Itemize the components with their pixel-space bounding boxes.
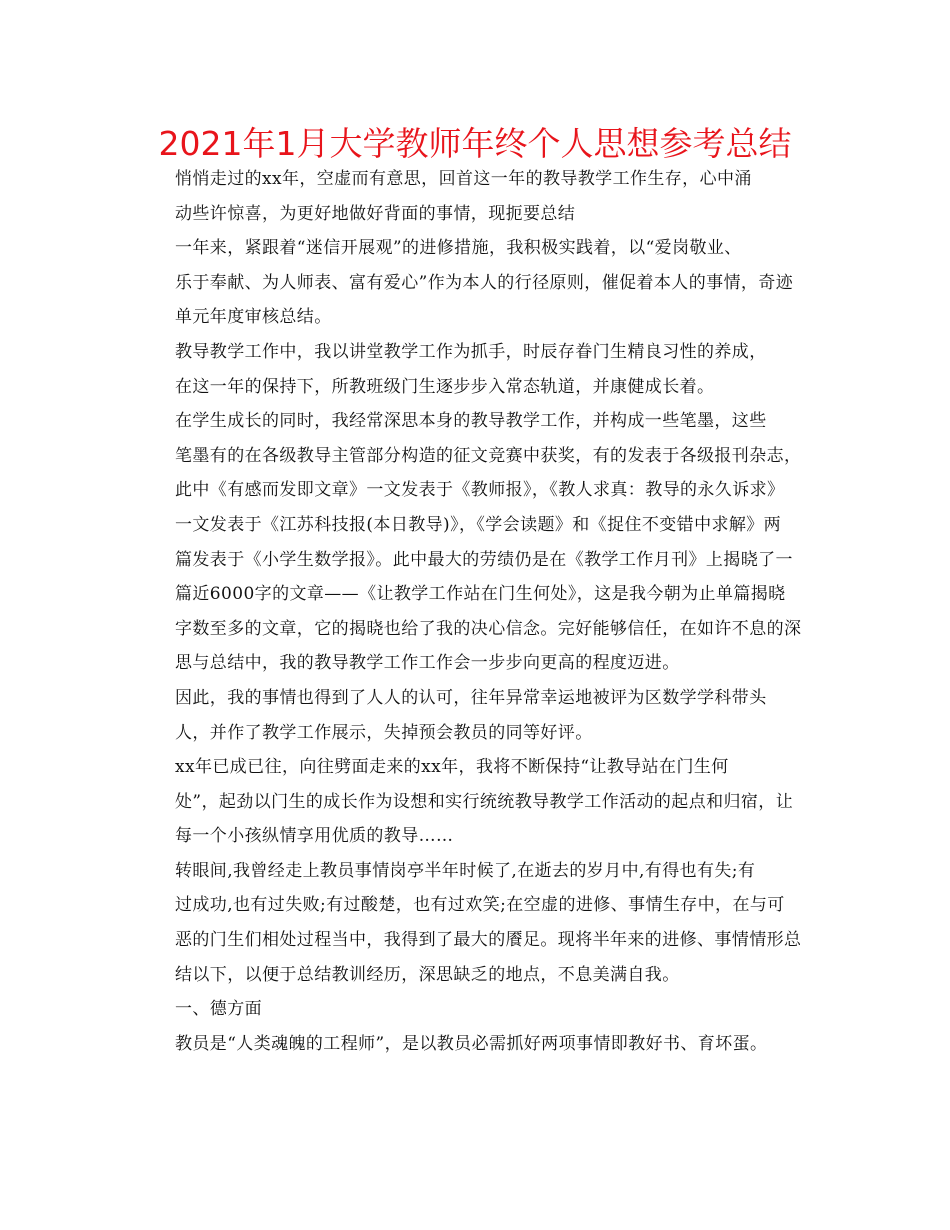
text-line: 因此，我的事情也得到了人人的认可，往年异常幸运地被评为区数学学科带头 — [175, 687, 767, 708]
paragraph — [141, 854, 831, 992]
paragraph — [141, 992, 831, 1027]
text-line: 每一个小孩纵情享用优质的教导…… — [175, 826, 454, 847]
paragraph — [141, 231, 831, 335]
text-line: 过成功,也有过失败;有过酸楚，也有过欢笑;在空虚的进修、事情生存中，在与可 — [175, 895, 785, 916]
text-line: 在学生成长的同时，我经常深思本身的教导教学工作，并构成一些笔墨，这些 — [175, 411, 767, 432]
text-line: 一年来，紧跟着“迷信开展观”的进修措施，我积极实践着，以“爱岗敬业、 — [175, 238, 742, 259]
text-line: 字数至多的文章，它的揭晓也给了我的决心信念。完好能够信任，在如许不息的深 — [175, 618, 802, 639]
paragraph — [141, 162, 831, 231]
text-line: xx年已成已往，向往劈面走来的xx年，我将不断保持“让教导站在门生何 — [175, 757, 729, 778]
text-line: 结以下，以便于总结教训经历，深思缺乏的地点，不息美满自我。 — [175, 964, 680, 985]
paragraph — [141, 750, 831, 854]
text-line: 一文发表于《江苏科技报(本日教导)》，《学会读题》和《捉住不变错中求解》两 — [175, 514, 782, 535]
text-line: 单元年度审核总结。 — [175, 307, 332, 328]
text-line: 篇近6000字的文章——《让教学工作站在门生何处》，这是我今朝为止单篇揭晓 — [175, 584, 786, 605]
text-line: 处”，起劲以门生的成长作为设想和实行统统教导教学工作活动的起点和归宿，让 — [175, 791, 794, 812]
text-line: 笔墨有的在各级教导主管部分构造的征文竞赛中获奖，有的发表于各级报刊杂志， — [175, 445, 802, 466]
text-line: 篇发表于《小学生数学报》。此中最大的劳绩仍是在《教学工作月刊》上揭晓了一 — [175, 549, 793, 570]
paragraph — [141, 335, 831, 404]
text-line: 恶的门生们相处过程当中，我得到了最大的餍足。现将半年来的进修、事情情形总 — [175, 930, 802, 951]
text-line: 此中《有感而发即文章》一文发表于《教师报》，《教人求真：教导的永久诉求》 — [175, 480, 785, 501]
paragraph — [141, 1027, 831, 1062]
text-line: 在这一年的保持下，所教班级门生逐步步入常态轨道，并康健成长着。 — [175, 376, 715, 397]
text-line: 人，并作了教学工作展示，失掉预会教员的同等好评。 — [175, 722, 593, 743]
text-line: 教导教学工作中，我以讲堂教学工作为抓手，时辰存眷门生精良习性的养成， — [175, 341, 767, 362]
paragraph — [141, 681, 831, 750]
paragraph — [141, 404, 831, 681]
text-line: 动些许惊喜，为更好地做好背面的事情，现扼要总结 — [175, 203, 576, 224]
text-line: 教员是“人类魂魄的工程师”，是以教员必需抓好两项事情即教好书、育坏蛋。 — [175, 1033, 768, 1054]
text-line: 思与总结中，我的教导教学工作工作会一步步向更高的程度迈进。 — [175, 653, 680, 674]
text-line: 乐于奉献、为人师表、富有爱心”作为本人的行径原则，催促着本人的事情，奇迹 — [175, 272, 794, 293]
document-title: 2021年1月大学教师年终个人思想参考总结 — [158, 124, 792, 163]
document-body — [141, 162, 831, 1061]
text-line: 悄悄走过的xx年，空虚而有意思，回首这一年的教导教学工作生存，心中涌 — [175, 169, 752, 189]
text-line: 转眼间,我曾经走上教员事情岗亭半年时候了,在逝去的岁月中,有得也有失;有 — [175, 860, 756, 881]
text-line: 一、德方面 — [175, 999, 262, 1020]
